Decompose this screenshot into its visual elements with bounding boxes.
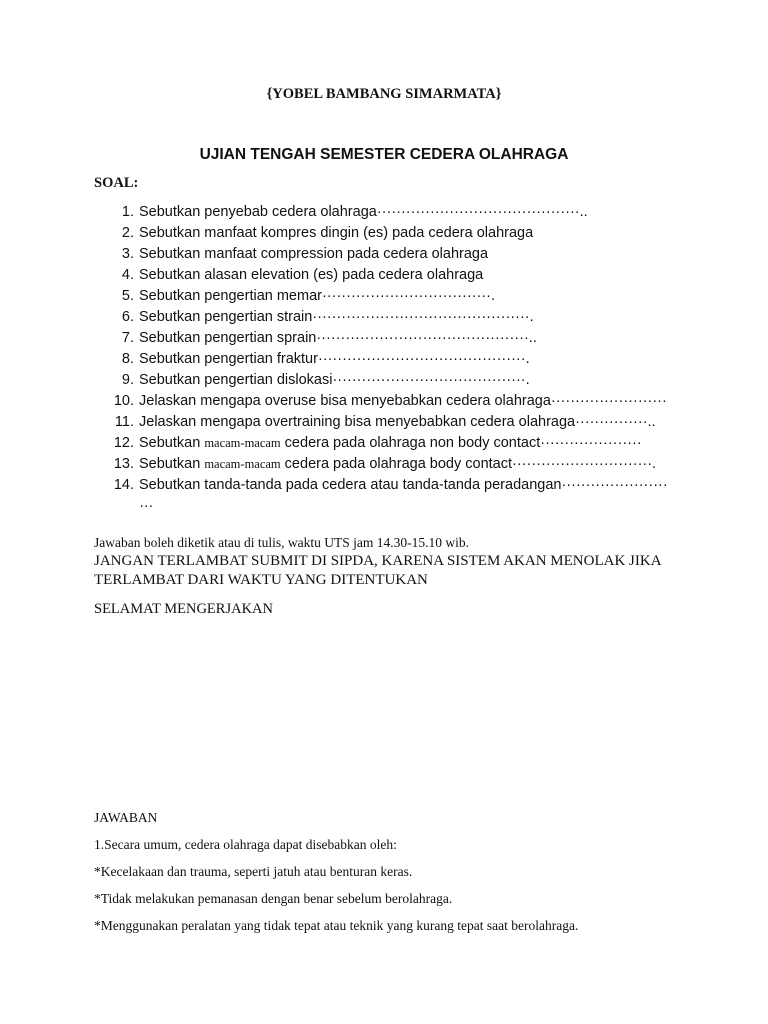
question-number: 13. <box>113 456 134 472</box>
question-item <box>94 307 694 328</box>
answers-section <box>94 807 714 942</box>
answer-line: *Menggunakan peralatan yang tidak tepat atau teknik yang kurang tepat saat berolahraga. <box>94 918 579 933</box>
question-item <box>94 244 694 265</box>
question-number: 10. <box>113 393 134 409</box>
answer-line: 1.Secara umum, cedera olahraga dapat disebabkan oleh: <box>94 837 397 852</box>
question-item <box>94 412 694 433</box>
question-item <box>94 454 694 475</box>
author-name: {YOBEL BAMBANG SIMARMATA} <box>266 86 502 102</box>
question-text <box>139 433 642 454</box>
question-item <box>94 391 694 412</box>
question-text-post: cedera pada olahraga non body contact····················· <box>280 435 642 451</box>
question-number: 3. <box>121 246 134 262</box>
question-number: 8. <box>121 351 134 367</box>
question-text: Sebutkan alasan elevation (es) pada cedera olahraga <box>139 267 484 283</box>
question-number: 1. <box>121 204 134 220</box>
questions-label: SOAL: <box>94 175 139 191</box>
instructions <box>94 534 714 590</box>
question-item <box>94 370 694 391</box>
question-text: Sebutkan manfaat kompres dingin (es) pada cedera olahraga <box>139 225 534 241</box>
question-item <box>94 286 694 307</box>
answer-line: *Kecelakaan dan trauma, seperti jatuh atau benturan keras. <box>94 864 413 879</box>
question-text: Sebutkan pengertian sprain············································.. <box>139 330 537 346</box>
exam-title: UJIAN TENGAH SEMESTER CEDERA OLAHRAGA <box>199 146 569 163</box>
question-item <box>94 328 694 349</box>
question-text: Sebutkan pengertian memar···································. <box>139 288 496 304</box>
question-number: 14. <box>113 477 134 493</box>
answers-heading: JAWABAN <box>94 810 158 825</box>
question-text-small: macam-macam <box>204 457 281 471</box>
question-text-pre: Sebutkan <box>139 435 205 451</box>
question-text: Sebutkan manfaat compression pada cedera olahraga <box>139 246 489 262</box>
question-item <box>94 223 694 244</box>
question-number: 12. <box>113 435 134 451</box>
question-item <box>94 265 694 286</box>
question-text: Sebutkan penyebab cedera olahraga··········································.. <box>139 204 588 220</box>
question-item <box>94 349 694 370</box>
question-text: Sebutkan pengertian strain·············································. <box>139 309 534 325</box>
warning-line: JANGAN TERLAMBAT SUBMIT DI SIPDA, KARENA SISTEM AKAN MENOLAK JIKA <box>94 553 662 569</box>
question-text: Jelaskan mengapa overtraining bisa menyebabkan cedera olahraga···············.. <box>139 414 656 430</box>
question-number: 9. <box>121 372 134 388</box>
question-text-pre: Sebutkan <box>139 456 205 472</box>
question-text: Sebutkan pengertian dislokasi········································. <box>139 372 530 388</box>
instruction-line: Jawaban boleh diketik atau di tulis, waktu UTS jam 14.30-15.10 wib. <box>94 535 469 550</box>
question-item <box>94 475 694 511</box>
question-text: Sebutkan pengertian fraktur···········································. <box>139 351 530 367</box>
question-text: Jelaskan mengapa overuse bisa menyebabkan cedera olahraga························ <box>139 393 667 409</box>
question-number: 4. <box>121 267 134 283</box>
question-number: 2. <box>121 225 134 241</box>
question-number: 7. <box>121 330 134 346</box>
answer-line: *Tidak melakukan pemanasan dengan benar sebelum berolahraga. <box>94 891 453 906</box>
question-text: Sebutkan tanda-tanda pada cedera atau tanda-tanda peradangan······················ <box>139 477 668 493</box>
question-item <box>94 202 694 223</box>
question-text-continuation: … <box>139 495 154 511</box>
question-number: 5. <box>121 288 134 304</box>
question-number: 11. <box>114 414 134 430</box>
question-item <box>94 433 694 454</box>
warning-line: TERLAMBAT DARI WAKTU YANG DITENTUKAN <box>94 572 428 588</box>
question-text-small: macam-macam <box>204 436 281 450</box>
question-text <box>139 454 656 475</box>
greeting: SELAMAT MENGERJAKAN <box>94 601 273 617</box>
question-number: 6. <box>121 309 134 325</box>
question-list <box>94 202 694 511</box>
question-text-post: cedera pada olahraga body contact·····························. <box>280 456 657 472</box>
